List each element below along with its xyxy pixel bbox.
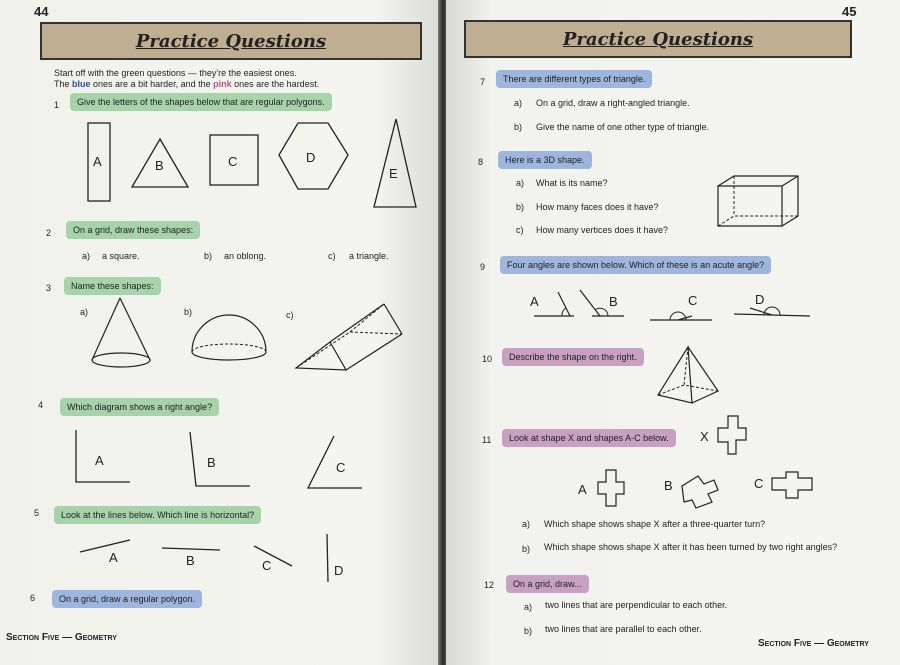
part-text: On a grid, draw a right-angled triangle.	[536, 98, 690, 108]
shape-a	[598, 470, 624, 506]
page-number: 45	[842, 4, 857, 19]
question-7: There are different types of triangle.	[496, 70, 652, 88]
q5-lines	[0, 530, 440, 590]
part-label: b)	[522, 544, 531, 554]
page-number: 44	[34, 4, 49, 19]
question-4: Which diagram shows a right angle?	[60, 398, 219, 416]
question-8: Here is a 3D shape.	[498, 151, 592, 169]
pyramid-figure	[446, 345, 900, 405]
part-label: b)	[524, 626, 533, 636]
q1-shapes	[0, 115, 440, 235]
intro-part: ones are the hardest.	[231, 79, 320, 89]
part-text: two lines that are parallel to each other.	[545, 624, 702, 634]
part-text: What is its name?	[536, 178, 608, 188]
part-label: b)	[514, 122, 523, 132]
question-1: Give the letters of the shapes below that are regular polygons.	[70, 93, 332, 111]
shape-label: C	[754, 476, 764, 491]
part-text: Which shape shows shape X after it has been turned by two right angles?	[544, 542, 838, 552]
question-number: 6	[30, 593, 36, 603]
q9-angles	[446, 286, 900, 336]
part-label: a)	[516, 178, 525, 188]
part-text: Give the name of one other type of triangle.	[536, 122, 710, 132]
question-12: On a grid, draw...	[506, 575, 589, 593]
part-label: a)	[522, 519, 531, 529]
angle-label: A	[530, 294, 539, 309]
left-page	[0, 0, 440, 665]
question-number: 8	[478, 157, 484, 167]
question-number: 5	[34, 508, 40, 518]
intro-line-2	[54, 79, 319, 89]
q4-angles	[0, 426, 440, 496]
part-label: c)	[286, 310, 294, 320]
cone-base	[92, 353, 150, 367]
title-banner	[40, 22, 422, 60]
part-text: How many faces does it have?	[536, 202, 659, 212]
part-text: Which shape shows shape X after a three-quarter turn?	[544, 519, 766, 529]
q3-shapes	[0, 296, 440, 386]
shape-label: C	[228, 154, 238, 169]
shape-label: D	[306, 150, 316, 165]
intro-line-1	[54, 68, 297, 78]
question-5: Look at the lines below. Which line is horizontal?	[54, 506, 261, 524]
shape-label: B	[664, 478, 673, 493]
question-number: 1	[54, 100, 60, 110]
part-label: b)	[516, 202, 525, 212]
angle-label: C	[688, 293, 698, 308]
part-label: a)	[82, 251, 91, 261]
part-label: c)	[328, 251, 336, 261]
question-number: 12	[484, 580, 495, 590]
right-page	[446, 0, 900, 665]
part-text: an oblong.	[224, 251, 267, 261]
part-label: a)	[80, 307, 89, 317]
shape-label: E	[389, 166, 398, 181]
question-number: 9	[480, 262, 486, 272]
page-title: Practice Questions	[562, 28, 754, 50]
tall-triangle-shape	[374, 119, 416, 207]
shape-c	[772, 472, 812, 498]
question-number: 10	[482, 354, 493, 364]
page-footer: Section Five — Geometry	[758, 638, 869, 649]
part-label: a)	[524, 602, 533, 612]
shape-label: A	[578, 482, 587, 497]
shape-label: A	[93, 154, 102, 169]
intro-text-1: Start off with the green questions — they're the easiest ones.	[54, 68, 297, 78]
shape-x	[718, 416, 746, 454]
question-11: Look at shape X and shapes A-C below.	[502, 429, 676, 447]
angle-label: A	[95, 453, 104, 468]
angle-label: C	[336, 460, 346, 475]
part-text: How many vertices does it have?	[536, 225, 669, 235]
prism-front	[296, 342, 346, 370]
intro-part: ones are a bit harder, and the	[90, 79, 214, 89]
part-label: c)	[516, 225, 524, 235]
question-10: Describe the shape on the right.	[502, 348, 644, 366]
shape-b	[682, 476, 718, 508]
part-label: b)	[204, 251, 213, 261]
title-banner	[464, 20, 852, 58]
angle-label: B	[609, 294, 618, 309]
question-3: Name these shapes:	[64, 277, 161, 295]
question-9: Four angles are shown below. Which of these is an acute angle?	[500, 256, 771, 274]
part-text: a triangle.	[349, 251, 389, 261]
part-text: two lines that are perpendicular to each other.	[545, 600, 728, 610]
line-label: D	[334, 563, 344, 578]
part-label: a)	[514, 98, 523, 108]
question-number: 11	[482, 435, 492, 445]
question-number: 3	[46, 283, 52, 293]
intro-pink-word: pink	[213, 79, 232, 89]
cuboid-figure	[446, 170, 900, 240]
line-label: C	[262, 558, 272, 573]
q11-shapes	[446, 412, 900, 532]
shape-label: B	[155, 158, 164, 173]
part-text: a square.	[102, 251, 140, 261]
question-6: On a grid, draw a regular polygon.	[52, 590, 202, 608]
intro-blue-word: blue	[72, 79, 91, 89]
line-label: A	[109, 550, 118, 565]
part-label: b)	[184, 307, 193, 317]
page-title: Practice Questions	[135, 30, 327, 52]
angle-label: D	[755, 292, 765, 307]
page-footer: Section Five — Geometry	[6, 632, 117, 643]
question-number: 2	[46, 228, 52, 238]
angle-label: B	[207, 455, 216, 470]
question-number: 4	[38, 400, 44, 410]
shape-x-label: X	[700, 429, 709, 444]
question-2: On a grid, draw these shapes:	[66, 221, 200, 239]
question-number: 7	[480, 77, 486, 87]
line-label: B	[186, 553, 195, 568]
intro-part: The	[54, 79, 73, 89]
